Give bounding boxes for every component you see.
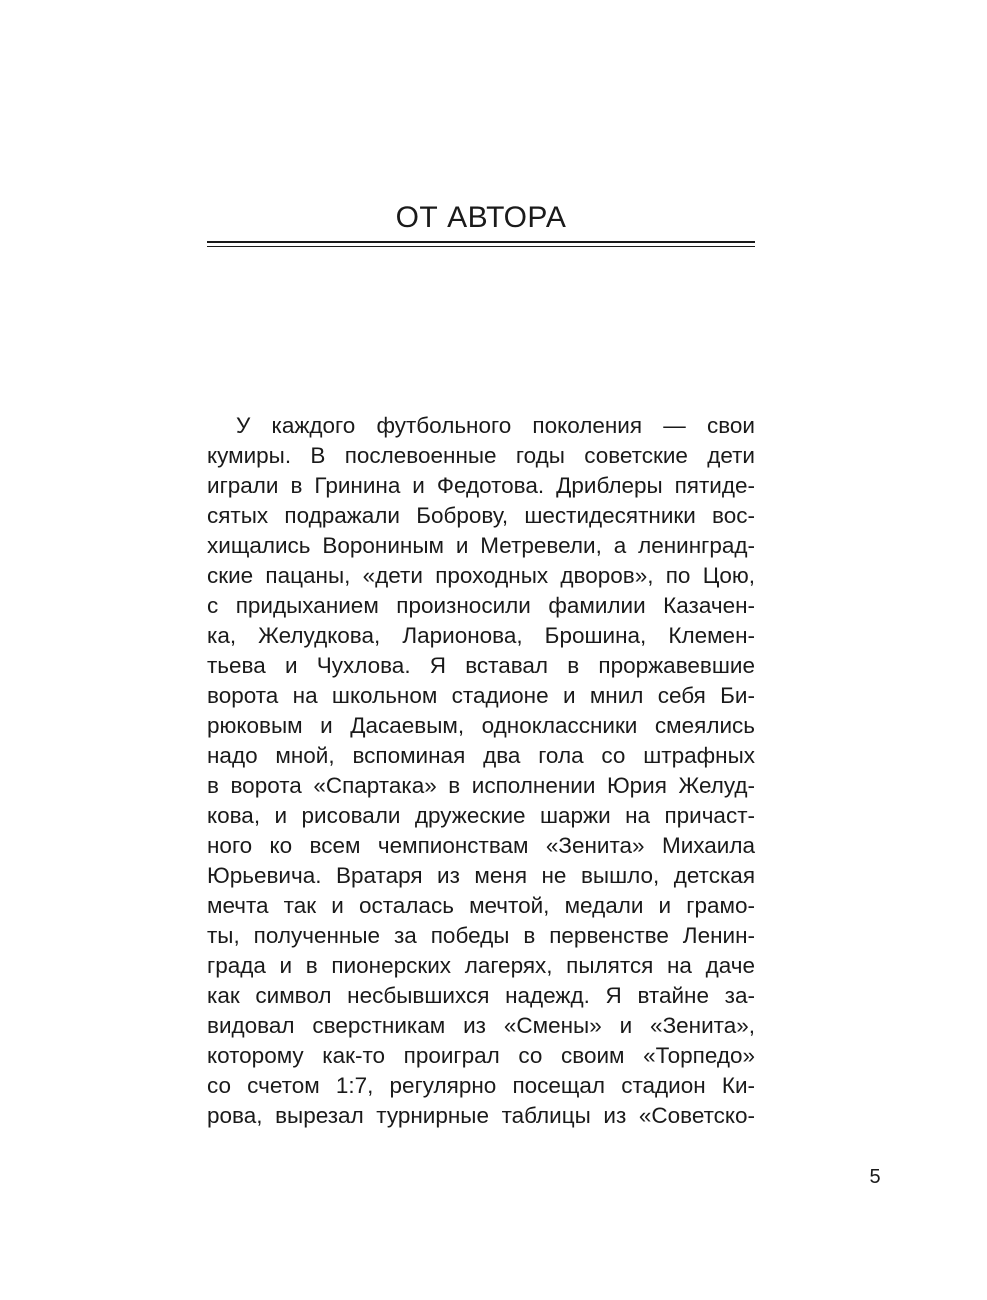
text-line: которому как-то проиграл со своим «Торпедо» <box>207 1043 755 1068</box>
text-line: ка, Желудкова, Ларионова, Брошина, Клемен- <box>207 623 755 648</box>
text-line: как символ несбывшихся надежд. Я втайне за- <box>207 983 755 1008</box>
title-rule-thin <box>207 246 755 247</box>
text-line: со счетом 1:7, регулярно посещал стадион Ки- <box>207 1073 755 1098</box>
text-line: рова, вырезал турнирные таблицы из «Советско- <box>207 1103 755 1128</box>
text-line: видовал сверстникам из «Смены» и «Зенита», <box>207 1013 755 1038</box>
text-line: рюковым и Дасаевым, одноклассники смеялись <box>207 713 755 738</box>
text-line: играли в Гринина и Федотова. Дриблеры пятиде- <box>207 473 755 498</box>
title-rule-thick <box>207 241 755 243</box>
text-line: У каждого футбольного поколения — свои <box>236 413 755 438</box>
text-line: кумиры. В послевоенные годы советские дети <box>207 443 755 468</box>
text-line: сятых подражали Боброву, шестидесятники вос- <box>207 503 755 528</box>
text-line: Юрьевича. Вратаря из меня не вышло, детская <box>207 863 755 888</box>
body-paragraph <box>207 411 755 1131</box>
text-line: ские пацаны, «дети проходных дворов», по Цою, <box>207 563 755 588</box>
text-line: ного ко всем чемпионствам «Зенита» Михаила <box>207 833 755 858</box>
text-line: ты, полученные за победы в первенстве Ленин- <box>207 923 755 948</box>
text-line: с придыханием произносили фамилии Казачен- <box>207 593 755 618</box>
text-line: кова, и рисовали дружеские шаржи на причаст- <box>207 803 755 828</box>
text-line: ворота на школьном стадионе и мнил себя Би- <box>207 683 755 708</box>
text-line: мечта так и осталась мечтой, медали и грамо- <box>207 893 755 918</box>
page-number: 5 <box>869 1166 881 1188</box>
chapter-title: ОТ АВТОРА <box>395 201 567 234</box>
text-line: тьева и Чухлова. Я вставал в проржавевшие <box>207 653 755 678</box>
text-line: надо мной, вспоминая два гола со штрафных <box>207 743 755 768</box>
text-line: в ворота «Спартака» в исполнении Юрия Желуд- <box>207 773 755 798</box>
text-line: хищались Ворониным и Метревели, а ленинград- <box>207 533 755 558</box>
text-line: града и в пионерских лагерях, пылятся на даче <box>207 953 755 978</box>
